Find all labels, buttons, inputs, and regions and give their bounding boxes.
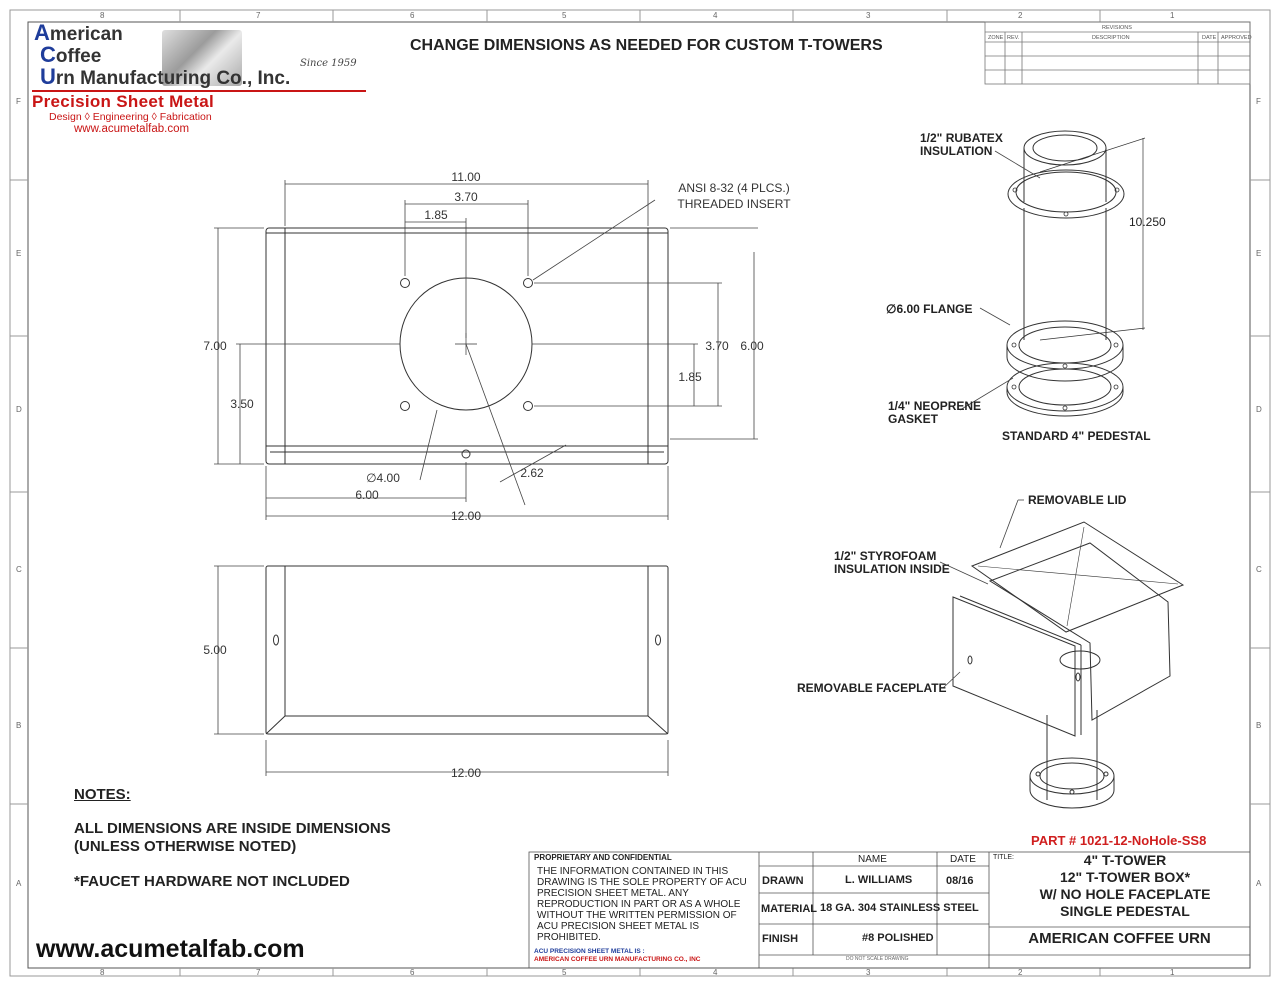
logo-capital: U — [40, 64, 56, 89]
top-view-dimensions — [214, 180, 758, 520]
prop-heading: PROPRIETARY AND CONFIDENTIAL — [534, 853, 672, 862]
rev-col-desc: DESCRIPTION — [1092, 35, 1130, 41]
material-label: MATERIAL — [761, 903, 818, 915]
col-date: DATE — [950, 854, 976, 865]
logo-capital: C — [40, 42, 56, 67]
zone-col-label: 2 — [1018, 968, 1023, 977]
front-view-dimensions — [214, 566, 668, 776]
drawing-title — [1000, 852, 1250, 920]
top-view-dim-text — [203, 170, 791, 523]
drawn-name: L. WILLIAMS — [845, 874, 913, 886]
front-view-dim-text — [203, 643, 481, 780]
zone-col-label: 4 — [713, 11, 718, 20]
callout-styro-2: INSULATION INSIDE — [834, 562, 950, 576]
notes-line-3: *FAUCET HARDWARE NOT INCLUDED — [74, 873, 350, 890]
insert-note-2: THREADED INSERT — [677, 197, 791, 211]
logo-rest: merican — [49, 24, 123, 45]
callout-styro-1: 1/2" STYROFOAM — [834, 549, 937, 563]
dim-inner-height: 6.00 — [740, 339, 764, 353]
dim-width: 11.00 — [451, 170, 481, 184]
rev-col-approved: APPROVED — [1221, 35, 1252, 41]
iso-pedestal — [1007, 131, 1145, 416]
dim-front-height: 5.00 — [203, 643, 227, 657]
company-name: AMERICAN COFFEE URN — [1028, 930, 1211, 947]
iso-box — [953, 522, 1183, 808]
side-hole — [656, 635, 661, 645]
rev-col-rev: REV. — [1007, 35, 1020, 41]
material-value: 18 GA. 304 STAINLESS STEEL — [820, 902, 979, 914]
title-label: TITLE: — [993, 854, 1015, 861]
zone-col-label: 8 — [100, 11, 105, 20]
zone-col-label: 3 — [866, 968, 871, 977]
zone-col-label: 5 — [562, 968, 567, 977]
dim-hole-half: 1.85 — [424, 208, 448, 222]
iso-pedestal-leaders — [960, 151, 1040, 410]
dim-diameter: ∅4.00 — [366, 471, 400, 485]
top-flange — [1008, 170, 1124, 218]
logo-capital: A — [34, 20, 50, 45]
zone-col-label: 1 — [1170, 968, 1175, 977]
insert-hole — [401, 402, 410, 411]
dim-hole-spacing: 3.70 — [454, 190, 478, 204]
rev-col-zone: ZONE — [988, 35, 1004, 41]
callout-pedestal: STANDARD 4" PEDESTAL — [1002, 429, 1151, 443]
iso-box-text — [797, 493, 1127, 695]
zone-col-label: 2 — [1018, 11, 1023, 20]
zone-col-label: 7 — [256, 11, 261, 20]
zone-col-label: 7 — [256, 968, 261, 977]
logo-since: Since 1959 — [300, 58, 357, 69]
logo-rest: offee — [55, 46, 102, 67]
dim-front-width: 12.00 — [450, 766, 482, 780]
callout-neoprene-2: GASKET — [888, 412, 939, 426]
title-line-3: W/ NO HOLE FACEPLATE — [1039, 886, 1211, 902]
zone-col-label: 3 — [866, 11, 871, 20]
zone-col-label: 5 — [562, 11, 567, 20]
logo-website[interactable]: www.acumetalfab.com — [74, 123, 190, 135]
dim-v-half: 1.85 — [678, 370, 702, 384]
logo-rest: rn Manufacturing Co., Inc. — [55, 68, 291, 89]
revisions-text — [988, 25, 1252, 41]
zone-row-label: A — [1256, 879, 1262, 888]
headline: CHANGE DIMENSIONS AS NEEDED FOR CUSTOM T-TOWERS — [410, 37, 883, 54]
insert-hole — [401, 279, 410, 288]
insert-note-1: ANSI 8-32 (4 PLCS.) — [678, 181, 790, 195]
bottom-hole — [462, 450, 470, 458]
drawn-label: DRAWN — [762, 875, 804, 887]
callout-pipe-length: 10.250 — [1129, 215, 1166, 229]
prop-body: THE INFORMATION CONTAINED IN THIS DRAWING IS THE SOLE PROPERTY OF ACU PRECISION SHEET METAL. ANY REPRODUCTION IN PART OR AS A WHOLE WITHOUT THE WRITTEN PERMISSION OF ACU PRECISION SHEET METAL IS PROHIBITED. — [537, 866, 747, 943]
logo-line-3 — [40, 66, 290, 89]
dim-height: 7.00 — [203, 339, 227, 353]
revisions-title: REVISIONS — [1102, 25, 1132, 31]
zone-col-label: 6 — [410, 968, 415, 977]
notes-line-2: (UNLESS OTHERWISE NOTED) — [74, 838, 297, 855]
zone-row-label: F — [16, 97, 21, 106]
prop-foot-1: ACU PRECISION SHEET METAL IS : — [534, 948, 645, 955]
gasket — [1007, 363, 1123, 411]
do-not-scale: DO NOT SCALE DRAWING — [846, 956, 909, 962]
zone-col-label: 4 — [713, 968, 718, 977]
zone-row-label: B — [1256, 721, 1262, 730]
zone-row-label: A — [16, 879, 22, 888]
zone-row-label: D — [16, 405, 22, 414]
revisions-table — [985, 22, 1250, 84]
zone-col-label: 1 — [1170, 11, 1175, 20]
footer-website[interactable]: www.acumetalfab.com — [36, 935, 305, 963]
dim-overall: 12.00 — [450, 509, 482, 523]
insert-hole — [524, 402, 533, 411]
rev-col-date: DATE — [1202, 35, 1217, 41]
callout-rubatex-1: 1/2" RUBATEX — [920, 131, 1003, 145]
company-logo — [32, 22, 372, 142]
callout-lid: REMOVABLE LID — [1028, 493, 1127, 507]
part-number: PART # 1021-12-NoHole-SS8 — [1031, 833, 1207, 848]
finish-label: FINISH — [762, 933, 799, 945]
mid-flange — [1007, 321, 1123, 369]
front-view-outline — [266, 566, 668, 734]
dim-v-spacing: 3.70 — [705, 339, 729, 353]
logo-tagline: Design ◊ Engineering ◊ Fabrication — [49, 111, 212, 123]
insert-hole — [524, 279, 533, 288]
callout-faceplate: REMOVABLE FACEPLATE — [797, 681, 947, 695]
title-line-2: 12" T-TOWER BOX* — [1059, 869, 1191, 885]
title-line-4: SINGLE PEDESTAL — [1060, 903, 1190, 919]
callout-flange: ∅6.00 FLANGE — [886, 302, 973, 316]
callout-rubatex-2: INSULATION — [920, 144, 993, 158]
title-line-1: 4" T-TOWER — [1083, 852, 1167, 868]
logo-division: Precision Sheet Metal — [32, 92, 215, 111]
notes-line-1: ALL DIMENSIONS ARE INSIDE DIMENSIONS — [74, 820, 391, 837]
col-name: NAME — [858, 854, 887, 865]
dim-center-offset: 6.00 — [355, 488, 379, 502]
callout-neoprene-1: 1/4" NEOPRENE — [888, 399, 982, 413]
rubatex-top — [1024, 131, 1106, 165]
zone-row-label: C — [1256, 565, 1262, 574]
side-hole — [274, 635, 279, 645]
zone-row-label: C — [16, 565, 22, 574]
zone-row-label: F — [1256, 97, 1261, 106]
dim-half-height: 3.50 — [230, 397, 254, 411]
zone-row-label: D — [1256, 405, 1262, 414]
finish-value: #8 POLISHED — [862, 932, 934, 944]
prop-foot-2: AMERICAN COFFEE URN MANUFACTURING CO., INC — [534, 956, 701, 963]
zone-row-label: E — [1256, 249, 1262, 258]
front-view — [266, 566, 668, 734]
zone-col-label: 6 — [410, 11, 415, 20]
zone-row-label: B — [16, 721, 22, 730]
zone-row-label: E — [16, 249, 22, 258]
notes-heading: NOTES: — [74, 786, 131, 803]
dim-diag: 2.62 — [520, 466, 544, 480]
zone-col-label: 8 — [100, 968, 105, 977]
drawn-date: 08/16 — [946, 875, 974, 887]
